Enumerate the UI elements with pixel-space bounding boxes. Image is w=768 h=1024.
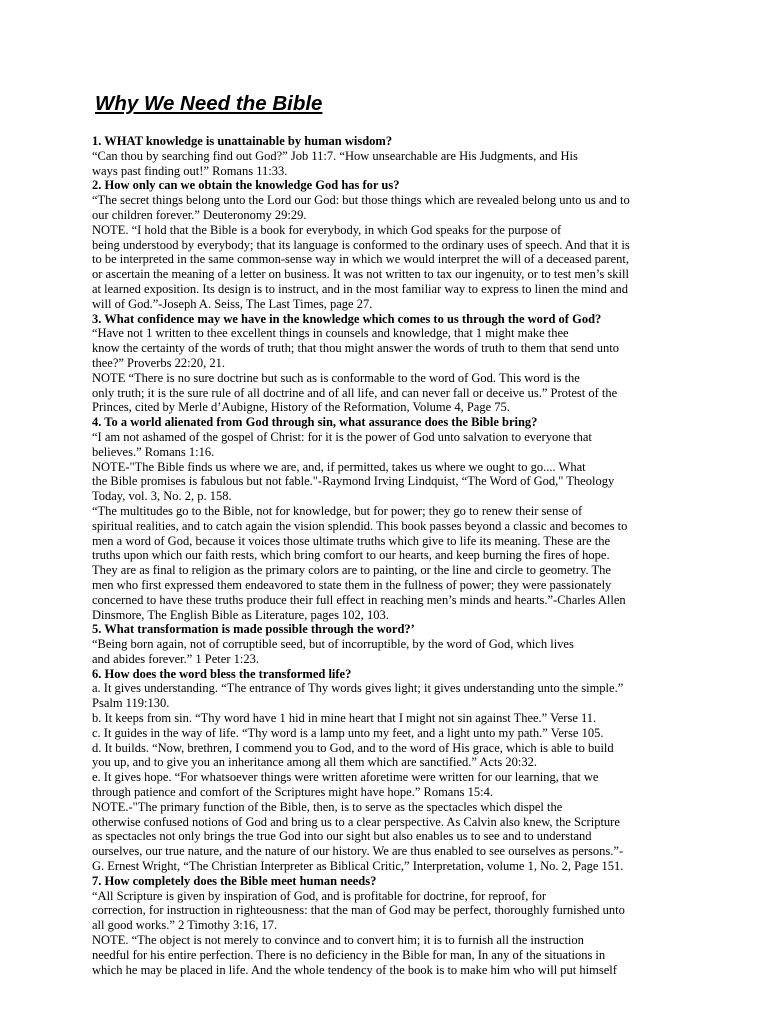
body-text-line: concerned to have these truths produce their full effect in reaching men’s minds and hearts.”-Charles Allen [92, 592, 626, 607]
body-text-line: only truth; it is the sure rule of all doctrine and of all life, and can never fall or deceive us.” Protest of the [92, 385, 618, 400]
question-heading: 5. What transformation is made possible through the word?’ [92, 622, 415, 637]
document-title: Why We Need the Bible [95, 92, 323, 115]
body-text-line: otherwise confused notions of God and bring us to a clear perspective. As Calvin also knew, the Scripture [92, 814, 620, 829]
question-heading: 4. To a world alienated from God through sin, what assurance does the Bible bring? [92, 415, 538, 430]
question-heading: 7. How completely does the Bible meet human needs? [92, 873, 377, 888]
body-text-line: believes.” Romans 1:16. [92, 444, 215, 459]
body-text-line: Today, vol. 3, No. 2, p. 158. [92, 489, 232, 504]
body-text-line: Psalm 119:130. [92, 696, 170, 711]
body-text-line: being understood by everybody; that its language is conformed to the ordinary uses of speech. And that it is [92, 237, 630, 252]
question-heading: 3. What confidence may we have in the knowledge which comes to us through the word of God? [92, 311, 602, 326]
body-text-line: NOTE.-"The primary function of the Bible, then, is to serve as the spectacles which dispel the [92, 799, 563, 814]
body-text-line: correction, for instruction in righteousness: that the man of God may be perfect, thoroughly furnished unto [92, 903, 625, 918]
body-text-line: NOTE “There is no sure doctrine but such as is conformable to the word of God. This word is the [92, 370, 580, 385]
body-text-line: “All Scripture is given by inspiration of God, and is profitable for doctrine, for reproof, for [92, 888, 547, 903]
question-heading: 1. WHAT knowledge is unattainable by human wisdom? [92, 134, 393, 148]
body-text-line: NOTE. “The object is not merely to convince and to convert him; it is to furnish all the instruction [92, 933, 584, 948]
body-text-line: needful for his entire perfection. There is no deficiency in the Bible for man, In any of the situations in [92, 947, 606, 962]
body-text-line: you up, and to give you an inheritance among all them which are sanctified.” Acts 20:32. [92, 755, 538, 770]
body-text-line: through patience and comfort of the Scriptures might have hope.” Romans 15:4. [92, 785, 493, 800]
body-text-line: and abides forever.” 1 Peter 1:23. [92, 651, 259, 666]
body-text-line: will of God.”-Joseph A. Seiss, The Last Times, page 27. [92, 296, 373, 311]
body-text-line: b. It keeps from sin. “Thy word have 1 hid in mine heart that I might not sin against Thee.” Verse 11. [92, 711, 597, 726]
body-text-line: c. It guides in the way of life. “Thy word is a lamp unto my feet, and a light unto my path.” Verse 105. [92, 725, 604, 740]
body-text-line: “The secret things belong unto the Lord our God: but those things which are revealed belong unto us and to [92, 193, 630, 208]
body-text-line: “The multitudes go to the Bible, not for knowledge, but for power; they go to renew their sense of [92, 503, 583, 518]
body-text-line: Dinsmore, The English Bible as Literature, pages 102, 103. [92, 607, 389, 622]
body-text-line: d. It builds. “Now, brethren, I commend you to God, and to the word of His grace, which is able to build [92, 740, 614, 755]
body-text-line: truths upon which our faith rests, which bring comfort to our hearts, and keep burning the fires of hope. [92, 548, 610, 563]
body-text-line: Princes, cited by Merle d’Aubigne, History of the Reformation, Volume 4, Page 75. [92, 400, 510, 415]
body-text-line: thee?” Proverbs 22:20, 21. [92, 355, 225, 370]
body-text-line: or ascertain the meaning of a letter on business. It was not written to tax our ingenuity, or to test men’s skill [92, 267, 629, 282]
body-text-line: “Being born again, not of corruptible seed, but of incorruptible, by the word of God, which lives [92, 637, 574, 652]
body-text-line: to be interpreted in the same common-sense way in which we would interpret the will of a deceased parent, [92, 252, 629, 267]
body-text-line: “Have not 1 written to thee excellent things in counsels and knowledge, that 1 might make thee [92, 326, 569, 341]
body-text-line: NOTE-"The Bible finds us where we are, and, if permitted, takes us where we ought to go.... What [92, 459, 586, 474]
body-text-line: a. It gives understanding. “The entrance of Thy words gives light; it gives understanding unto the simple.” [92, 681, 624, 696]
body-text-line: as spectacles not only brings the true God into our sight but also enables us to see and to understand [92, 829, 592, 844]
body-text-line: They are as final to religion as the primary colors are to painting, or the line and circle to geometry. The [92, 563, 611, 578]
body-text-line: our children forever.” Deuteronomy 29:29. [92, 207, 307, 222]
body-text-line: which he may be placed in life. And the whole tendency of the book is to make him who will put himself [92, 962, 617, 977]
body-text-line: “Can thou by searching find out God?” Job 11:7. “How unsearchable are His Judgments, and His [92, 148, 578, 163]
body-text-line: men who first expressed them endeavored to state them in the fullness of power; they were passionately [92, 577, 612, 592]
question-heading: 6. How does the word bless the transformed life? [92, 666, 352, 681]
body-text-line: spiritual realities, and to catch again the vision splendid. This book passes beyond a classic and becomes to [92, 518, 628, 533]
body-text-line: ourselves, our true nature, and the nature of our history. We are thus enabled to see ourselves as persons.”- [92, 844, 624, 859]
body-text-line: know the certainty of the words of truth; that thou might answer the words of truth to them that send unto [92, 341, 619, 356]
body-text-line: the Bible promises is fabulous but not fable."-Raymond Irving Lindquist, “The Word of God," Theology [92, 474, 615, 489]
body-text-line: “I am not ashamed of the gospel of Christ: for it is the power of God unto salvation to everyone that [92, 429, 592, 444]
body-text-line: NOTE. “I hold that the Bible is a book for everybody, in which God speaks for the purpose of [92, 222, 562, 237]
body-text-line: at learned exposition. Its design is to instruct, and in the most familiar way to express to linen the mind and [92, 281, 629, 296]
body-text-line: all good works.” 2 Timothy 3:16, 17. [92, 918, 278, 933]
body-text-line: ways past finding out!” Romans 11:33. [92, 163, 288, 178]
question-heading: 2. How only can we obtain the knowledge God has for us? [92, 178, 400, 193]
body-text-line: e. It gives hope. “For whatsoever things were written aforetime were written for our learning, that we [92, 770, 599, 785]
body-text-line: men a word of God, because it voices those ultimate truths which give to life its meaning. These are the [92, 533, 611, 548]
document-body [92, 134, 652, 977]
body-text-line: G. Ernest Wright, “The Christian Interpreter as Biblical Critic,” Interpretation, volume 1, No. 2, Page 151. [92, 859, 624, 874]
